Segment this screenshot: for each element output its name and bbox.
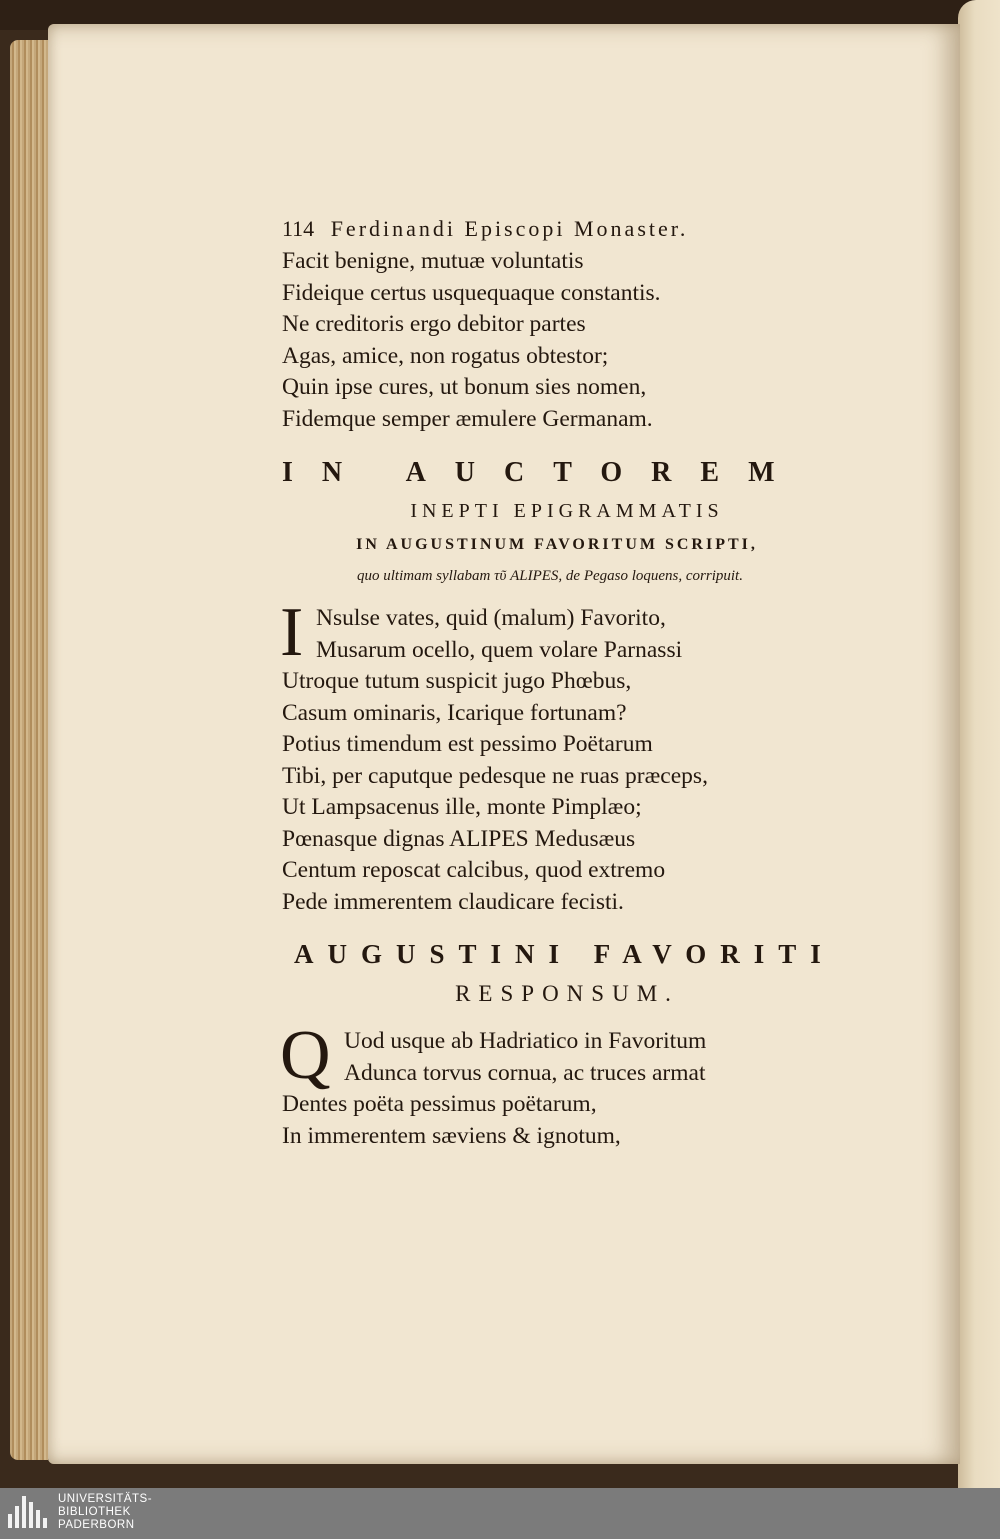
verse-line: Quin ipse cures, ut bonum sies nomen, bbox=[282, 374, 647, 400]
section-subtitle-italic: quo ultimam syllabam τῦ ALIPES, de Pegaso loquens, corripuit. bbox=[357, 568, 743, 584]
verse-line: Nsulse vates, quid (malum) Favorito, bbox=[316, 605, 666, 631]
verse-line: Ut Lampsacenus ille, monte Pimplæo; bbox=[282, 794, 642, 820]
verse-line: Pœnasque dignas ALIPES Medusæus bbox=[282, 825, 636, 852]
section-subtitle: RESPONSUM. bbox=[455, 981, 679, 1006]
verse-line: Utroque tutum suspicit jugo Phœbus, bbox=[282, 668, 632, 694]
library-name-line: BIBLIOTHEK bbox=[58, 1506, 131, 1518]
section-subtitle: INEPTI EPIGRAMMATIS bbox=[410, 500, 724, 522]
library-footer bbox=[0, 1488, 1000, 1539]
verse-line: In immerentem sæviens & ignotum, bbox=[282, 1122, 621, 1149]
verse-line: Ne creditoris ergo debitor partes bbox=[282, 311, 586, 337]
verse-line: Adunca torvus cornua, ac truces armat bbox=[344, 1059, 706, 1086]
response-poem bbox=[280, 1017, 822, 1152]
library-logo-icon bbox=[8, 1496, 48, 1528]
verse-line: Musarum ocello, quem volare Parnassi bbox=[316, 636, 683, 663]
epigram bbox=[280, 594, 822, 918]
section-title: AUGUSTINI FAVORITI bbox=[294, 939, 835, 969]
verse-line: Dentes poëta pessimus poëtarum, bbox=[282, 1091, 597, 1117]
drop-cap: I bbox=[280, 594, 304, 671]
verse-line: Casum ominaris, Icarique fortunam? bbox=[282, 699, 627, 726]
page-number: 114 bbox=[282, 216, 315, 241]
verse-line: Fidemque semper æmulere Germanam. bbox=[282, 405, 653, 432]
running-header bbox=[282, 212, 822, 246]
section-subtitle: IN AUGUSTINUM FAVORITUM SCRIPTI, bbox=[356, 536, 758, 553]
verse-line: Agas, amice, non rogatus obtestor; bbox=[282, 342, 609, 369]
drop-cap: Q bbox=[280, 1017, 331, 1094]
page-text bbox=[280, 212, 835, 1152]
verse-line: Fideique certus usquequaque constantis. bbox=[282, 279, 661, 306]
page-edges bbox=[10, 40, 48, 1460]
verse-line: Tibi, per caputque pedesque ne ruas præceps, bbox=[282, 762, 708, 789]
verse-line: Potius timendum est pessimo Poëtarum bbox=[282, 731, 653, 757]
library-name-line: PADERBORN bbox=[58, 1519, 135, 1531]
facing-page-edge bbox=[958, 0, 1000, 1488]
verse-line: Uod usque ab Hadriatico in Favoritum bbox=[344, 1028, 707, 1054]
running-title: Ferdinandi Episcopi Monaster. bbox=[330, 216, 689, 241]
library-name bbox=[58, 1493, 152, 1532]
section-title: IN AUCTOREM bbox=[282, 457, 804, 488]
verse-line: Facit benigne, mutuæ voluntatis bbox=[282, 248, 584, 274]
library-name-line: UNIVERSITÄTS- bbox=[58, 1493, 153, 1505]
verse-line: Centum reposcat calcibus, quod extremo bbox=[282, 857, 666, 883]
poem-ending bbox=[282, 246, 822, 435]
verse-line: Pede immerentem claudicare fecisti. bbox=[282, 888, 624, 915]
